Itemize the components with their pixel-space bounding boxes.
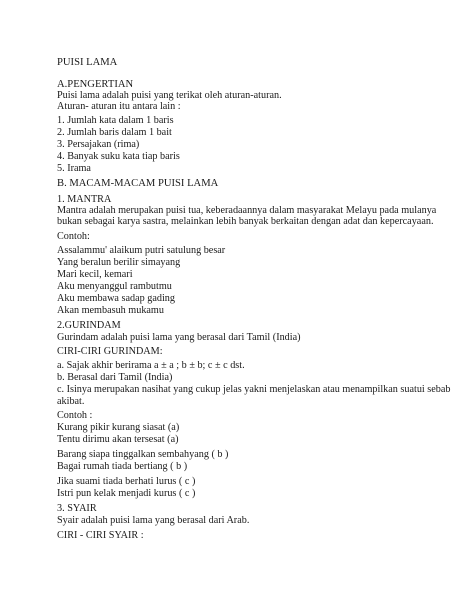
mantra-contoh-label: Contoh:	[57, 231, 90, 242]
mantra-paragraph-line: Mantra adalah merupakan puisi tua, keberadaannya dalam masyarakat Melayu pada mulanya	[57, 205, 437, 216]
document-title: PUISI LAMA	[57, 57, 118, 68]
rule-item: 1. Jumlah kata dalam 1 baris	[57, 115, 174, 126]
syair-definition: Syair adalah puisi lama yang berasal dari Arab.	[57, 515, 250, 526]
gurindam-example-line: Bagai rumah tiada bertiang ( b )	[57, 461, 188, 472]
subsection-heading-gurindam: 2.GURINDAM	[57, 320, 121, 331]
mantra-paragraph-line: bukan sebagai karya sastra, melainkan lebih banyak berkaitan dengan adat dan kepercayaan.	[57, 216, 434, 227]
rule-item: 4. Banyak suku kata tiap baris	[57, 151, 180, 162]
rule-item: 2. Jumlah baris dalam 1 bait	[57, 127, 172, 138]
mantra-example-line: Akan membasuh mukamu	[57, 305, 164, 316]
gurindam-ciri-item: c. Isinya merupakan nasihat yang cukup jelas yakni menjelaskan atau menampilkan suatui sebab	[57, 384, 451, 395]
rules-intro: Aturan- aturan itu antara lain :	[57, 101, 181, 112]
mantra-example-line: Yang beralun berilir simayang	[57, 257, 181, 268]
section-heading-macam: B. MACAM-MACAM PUISI LAMA	[57, 178, 219, 189]
gurindam-example-line: Tentu dirimu akan tersesat (a)	[57, 434, 179, 445]
rule-item: 5. Irama	[57, 163, 91, 174]
gurindam-example-line: Istri pun kelak menjadi kurus ( c )	[57, 488, 196, 499]
rule-item: 3. Persajakan (rima)	[57, 139, 140, 150]
section-heading-pengertian: A.PENGERTIAN	[57, 79, 134, 90]
mantra-example-line: Aku menyanggul rambutmu	[57, 281, 172, 292]
mantra-example-line: Mari kecil, kemari	[57, 269, 133, 280]
gurindam-ciri-item: b. Berasal dari Tamil (India)	[57, 372, 173, 383]
gurindam-contoh-label: Contoh :	[57, 410, 93, 421]
pengertian-definition: Puisi lama adalah puisi yang terikat oleh aturan-aturan.	[57, 90, 282, 101]
gurindam-example-line: Barang siapa tinggalkan sembahyang ( b )	[57, 449, 229, 460]
syair-ciri-heading: CIRI - CIRI SYAIR :	[57, 530, 144, 541]
subsection-heading-mantra: 1. MANTRA	[57, 194, 112, 205]
mantra-example-line: Aku membawa sadap gading	[57, 293, 175, 304]
gurindam-definition: Gurindam adalah puisi lama yang berasal dari Tamil (India)	[57, 332, 301, 343]
subsection-heading-syair: 3. SYAIR	[57, 503, 97, 514]
gurindam-ciri-heading: CIRI-CIRI GURINDAM:	[57, 346, 163, 357]
mantra-example-line: Assalammu' alaikum putri satulung besar	[57, 245, 226, 256]
gurindam-example-line: Kurang pikir kurang siasat (a)	[57, 422, 180, 433]
gurindam-ciri-item: akibat.	[57, 396, 85, 407]
gurindam-example-line: Jika suami tiada berhati lurus ( c )	[57, 476, 196, 487]
gurindam-ciri-item: a. Sajak akhir berirama a ± a ; b ± b; c ± c dst.	[57, 360, 245, 371]
